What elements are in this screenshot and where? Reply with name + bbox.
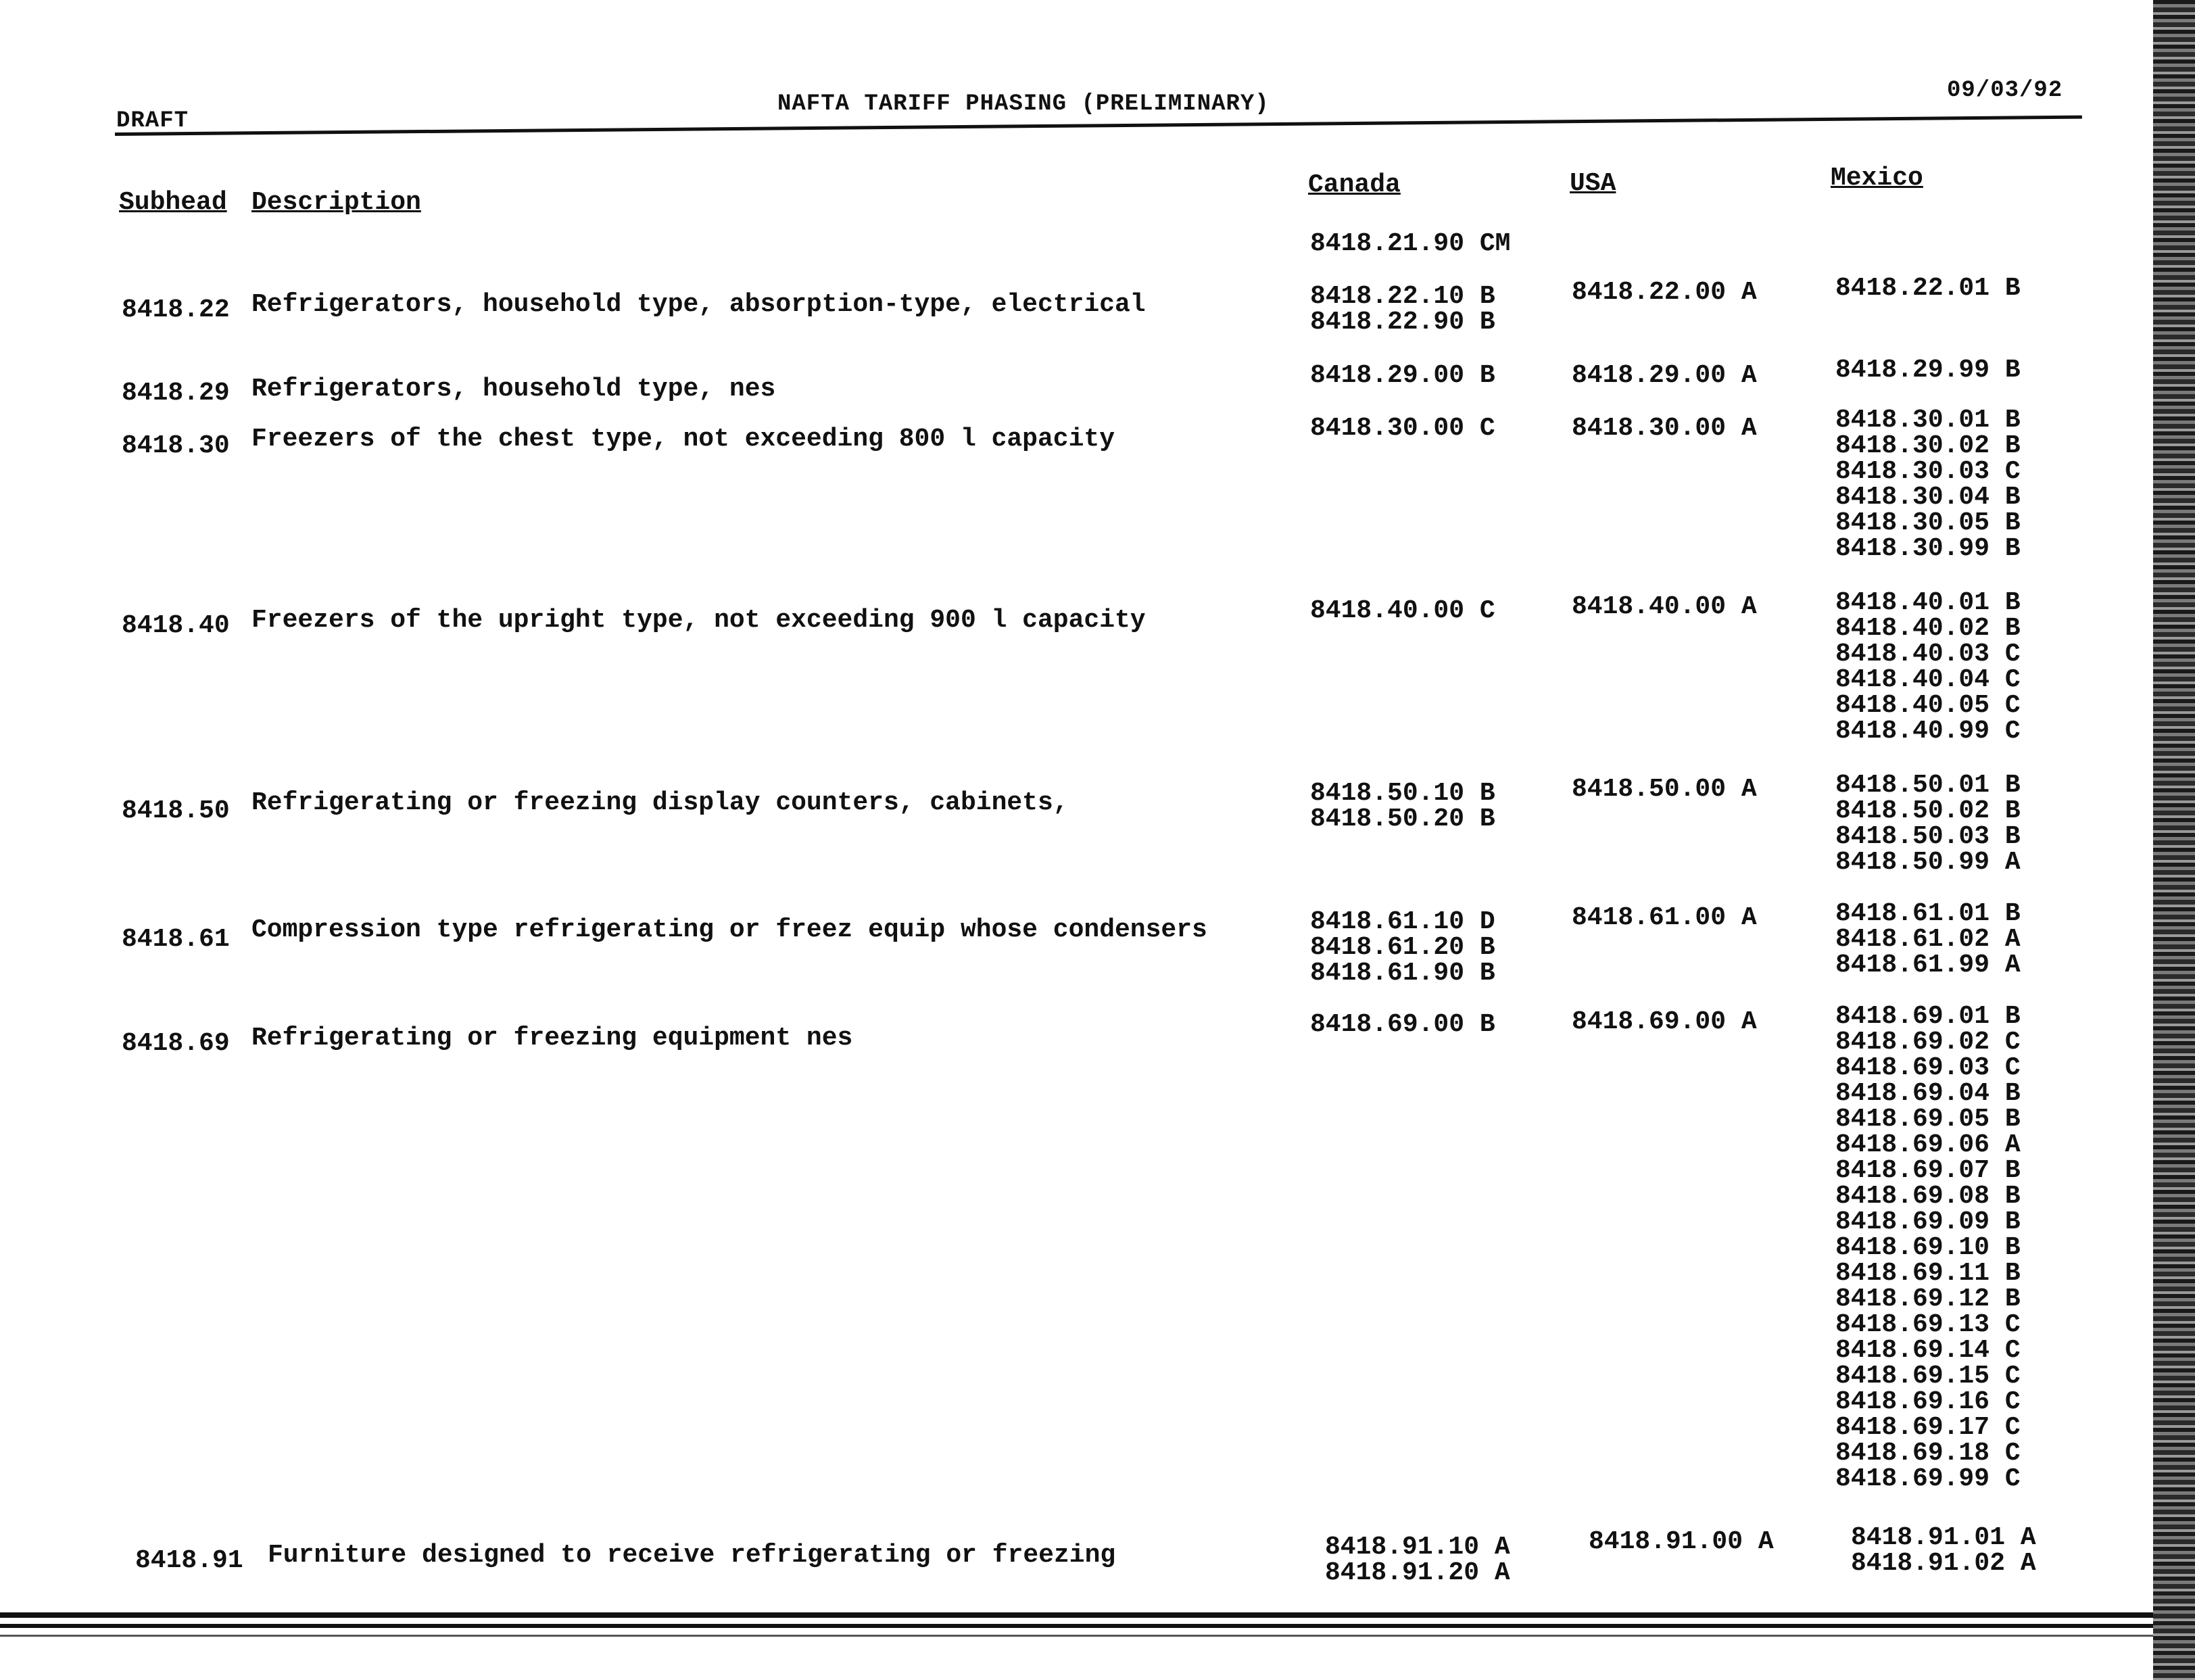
tariff-code: 8418.69.06 A [1835,1130,2021,1159]
tariff-code: 8418.40.05 C [1835,691,2021,720]
mexico-codes [1835,276,2021,302]
mexico-codes [1835,901,2021,978]
tariff-code: 8418.40.02 B [1835,614,2021,643]
row-description: Refrigerators, household type, nes [251,375,776,404]
tariff-code: 8418.30.02 B [1835,431,2021,460]
row-description: Freezers of the chest type, not exceeding 800 l capacity [251,425,1115,454]
tariff-code: 8418.69.02 C [1835,1028,2021,1057]
usa-codes [1572,594,1757,620]
canada-codes [1310,598,1495,624]
tariff-code: 8418.91.01 A [1851,1523,2036,1552]
tariff-code: 8418.69.18 C [1835,1439,2021,1468]
tariff-code: 8418.30.01 B [1835,406,2021,435]
tariff-code: 8418.91.02 A [1851,1549,2036,1578]
tariff-code: 8418.69.05 B [1835,1105,2021,1134]
canada-codes [1310,231,1510,257]
canada-codes [1325,1535,1510,1586]
tariff-code: 8418.69.15 C [1835,1362,2021,1391]
tariff-code: 8418.50.00 A [1572,775,1757,804]
row-subhead: 8418.40 [122,611,230,640]
tariff-code: 8418.29.00 B [1310,361,1495,390]
row-description: Refrigerators, household type, absorption-type, electrical [251,290,1146,319]
row-subhead: 8418.29 [122,379,230,408]
tariff-code: 8418.22.10 B [1310,282,1495,311]
usa-codes [1572,416,1757,441]
canada-codes [1310,781,1495,832]
tariff-code: 8418.50.03 B [1835,822,2021,851]
tariff-code: 8418.29.00 A [1572,361,1757,390]
bottom-rule-thin [0,1635,2156,1637]
tariff-code: 8418.50.99 A [1835,848,2021,877]
tariff-code: 8418.69.12 B [1835,1285,2021,1314]
draft-label: DRAFT [116,108,189,134]
row-subhead: 8418.30 [122,431,230,460]
column-header-canada: Canada [1308,170,1401,199]
canada-codes [1310,284,1495,335]
canada-codes [1310,416,1495,441]
tariff-code: 8418.69.04 B [1835,1079,2021,1108]
mexico-codes [1835,590,2021,744]
tariff-code: 8418.40.99 C [1835,717,2021,746]
tariff-code: 8418.61.02 A [1835,925,2021,954]
tariff-code: 8418.69.10 B [1835,1233,2021,1262]
canada-codes [1310,909,1495,986]
column-header-description: Description [251,188,421,217]
tariff-code: 8418.29.99 B [1835,356,2021,385]
mexico-codes [1835,773,2021,875]
tariff-code: 8418.69.03 C [1835,1053,2021,1082]
tariff-code: 8418.61.90 B [1310,959,1495,988]
tariff-code: 8418.69.99 C [1835,1464,2021,1493]
tariff-code: 8418.40.00 C [1310,596,1495,625]
column-header-mexico: Mexico [1831,164,1923,193]
header-rule [115,116,2082,136]
tariff-code: 8418.40.04 C [1835,665,2021,694]
document-title: NAFTA TARIFF PHASING (PRELIMINARY) [777,91,1270,117]
tariff-code: 8418.61.20 B [1310,933,1495,962]
row-description: Freezers of the upright type, not exceeding 900 l capacity [251,606,1146,635]
usa-codes [1572,777,1757,802]
tariff-code: 8418.40.00 A [1572,592,1757,621]
mexico-codes [1851,1525,2036,1577]
row-subhead: 8418.61 [122,925,230,954]
tariff-code: 8418.40.03 C [1835,640,2021,669]
row-description: Refrigerating or freezing equipment nes [251,1024,853,1053]
tariff-code: 8418.69.16 C [1835,1387,2021,1416]
mexico-codes [1835,1004,2021,1492]
row-description: Refrigerating or freezing display counters, cabinets, [251,788,1069,817]
mexico-codes [1835,358,2021,383]
tariff-code: 8418.30.00 A [1572,414,1757,443]
tariff-code: 8418.69.11 B [1835,1259,2021,1288]
tariff-code: 8418.69.17 C [1835,1413,2021,1442]
tariff-code: 8418.69.14 C [1835,1336,2021,1365]
tariff-code: 8418.61.99 A [1835,951,2021,980]
usa-codes [1572,280,1757,306]
tariff-code: 8418.30.00 C [1310,414,1495,443]
row-subhead: 8418.50 [122,796,230,825]
tariff-code: 8418.21.90 CM [1310,229,1511,258]
tariff-code: 8418.91.00 A [1589,1527,1774,1556]
tariff-code: 8418.91.20 A [1325,1558,1510,1587]
scanned-page-edge [2153,0,2195,1680]
canada-codes [1310,363,1495,389]
tariff-code: 8418.69.13 C [1835,1310,2021,1339]
tariff-code: 8418.69.08 B [1835,1182,2021,1211]
tariff-code: 8418.61.01 B [1835,899,2021,928]
tariff-code: 8418.61.10 D [1310,907,1495,936]
tariff-code: 8418.22.01 B [1835,274,2021,303]
row-description: Compression type refrigerating or freez equip whose condensers [251,915,1207,944]
tariff-code: 8418.69.07 B [1835,1156,2021,1185]
tariff-code: 8418.61.00 A [1572,903,1757,932]
tariff-code: 8418.22.00 A [1572,278,1757,307]
row-subhead: 8418.22 [122,295,230,325]
tariff-code: 8418.69.00 B [1310,1010,1495,1039]
usa-codes [1572,905,1757,931]
usa-codes [1572,363,1757,389]
tariff-code: 8418.69.01 B [1835,1002,2021,1031]
column-header-usa: USA [1570,169,1616,198]
row-subhead: 8418.69 [122,1029,230,1058]
tariff-code: 8418.50.10 B [1310,779,1495,808]
bottom-rule [0,1612,2156,1618]
column-header-subhead: Subhead [119,188,227,217]
tariff-code: 8418.50.20 B [1310,805,1495,834]
canada-codes [1310,1012,1495,1038]
document-date: 09/03/92 [1947,78,2063,103]
mexico-codes [1835,408,2021,562]
tariff-code: 8418.91.10 A [1325,1533,1510,1562]
tariff-code: 8418.40.01 B [1835,588,2021,617]
tariff-code: 8418.50.02 B [1835,796,2021,825]
usa-codes [1572,1009,1757,1035]
tariff-code: 8418.69.09 B [1835,1207,2021,1237]
row-description: Furniture designed to receive refrigerating or freezing [268,1541,1116,1570]
tariff-code: 8418.30.05 B [1835,508,2021,537]
usa-codes [1589,1529,1774,1555]
bottom-rule-secondary [0,1624,2156,1628]
tariff-code: 8418.30.03 C [1835,457,2021,486]
tariff-code: 8418.22.90 B [1310,308,1495,337]
row-subhead: 8418.91 [135,1546,243,1575]
tariff-code: 8418.30.04 B [1835,483,2021,512]
tariff-code: 8418.50.01 B [1835,771,2021,800]
tariff-code: 8418.69.00 A [1572,1007,1757,1036]
tariff-code: 8418.30.99 B [1835,534,2021,563]
